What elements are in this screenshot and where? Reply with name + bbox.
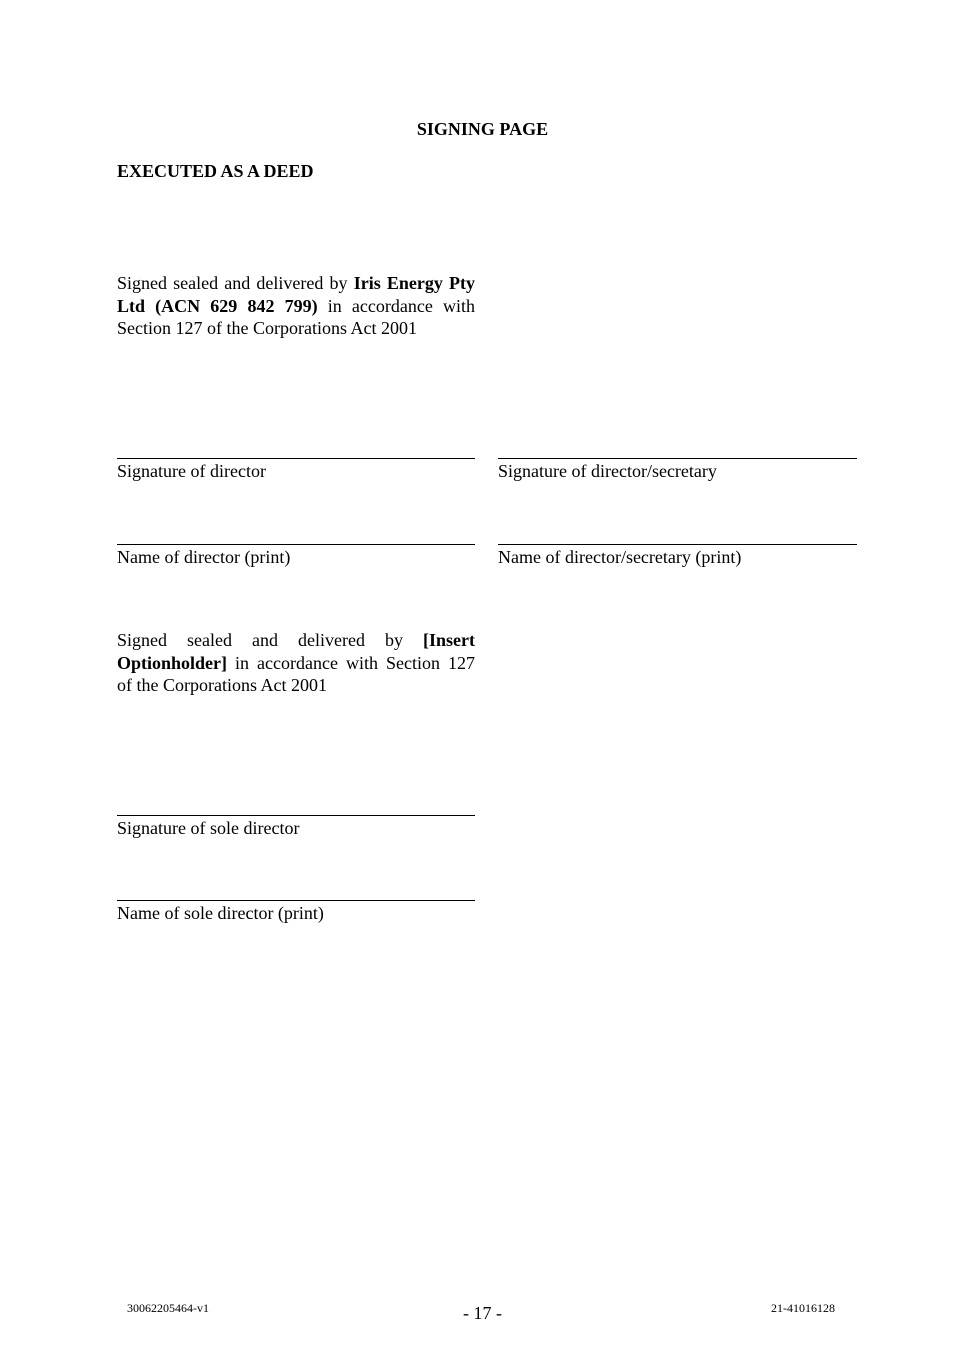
- company-party-name: Iris Energy Pty Ltd (ACN 629 842 799): [117, 273, 475, 316]
- company-clause-prefix: Signed sealed and delivered by: [117, 273, 354, 293]
- secretary-signature-line: [498, 458, 857, 459]
- page-number: - 17 -: [463, 1303, 502, 1323]
- sole-director-signature-label: Signature of sole director: [117, 818, 300, 838]
- secretary-name-label: Name of director/secretary (print): [498, 547, 742, 567]
- sole-director-name-line: [117, 900, 475, 901]
- optionholder-clause-prefix: Signed sealed and delivered by: [117, 630, 423, 650]
- sole-director-name-label: Name of sole director (print): [117, 903, 324, 923]
- company-execution-clause: [117, 272, 475, 340]
- optionholder-party-name: [Insert Optionholder]: [117, 630, 475, 673]
- director-signature-line: [117, 458, 475, 459]
- director-name-label: Name of director (print): [117, 547, 291, 567]
- footer-matter-ref: 21-41016128: [771, 1301, 835, 1315]
- footer-document-id: 30062205464-v1: [127, 1301, 209, 1315]
- secretary-name-line: [498, 544, 857, 545]
- page-title: SIGNING PAGE: [416, 119, 549, 139]
- execution-heading: EXECUTED AS A DEED: [117, 161, 314, 181]
- director-signature-label: Signature of director: [117, 461, 266, 481]
- director-name-line: [117, 544, 475, 545]
- optionholder-execution-clause: [117, 629, 475, 697]
- sole-director-signature-line: [117, 815, 475, 816]
- company-clause-suffix: in accordance with Section 127 of the Corporations Act 2001: [117, 295, 475, 338]
- secretary-signature-label: Signature of director/secretary: [498, 461, 717, 481]
- optionholder-clause-suffix: in accordance with Section 127 of the Corporations Act 2001: [117, 652, 475, 695]
